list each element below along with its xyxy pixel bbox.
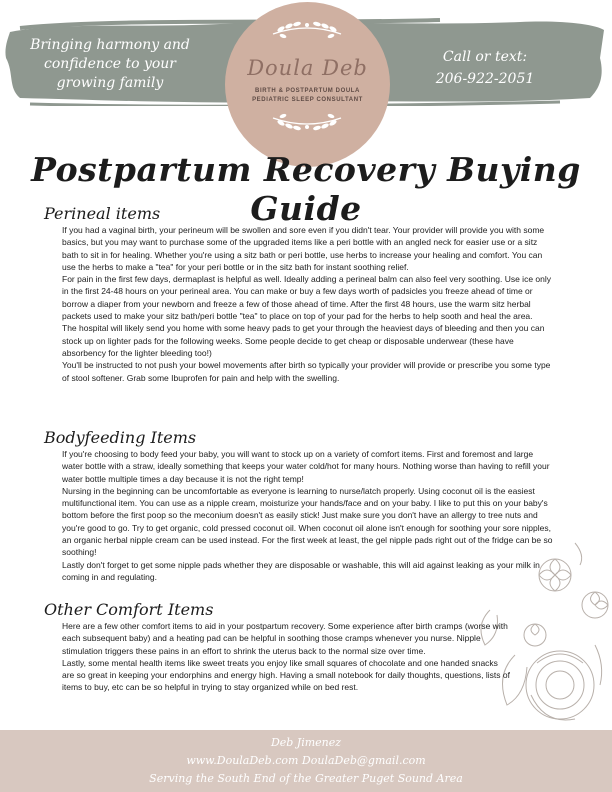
logo-subtitle: PEDIATRIC SLEEP CONSULTANT [252, 97, 363, 103]
contact-phone: 206-922-2051 [435, 71, 535, 87]
section-body-comfort [62, 620, 512, 694]
paragraph: Lastly don't forget to get some nipple pads whether they are disposable or washable, this will aid against leaking as your milk in coming in and regulating. [62, 559, 540, 582]
logo-brand: Doula Deb [247, 56, 368, 80]
logo-subtitle: BIRTH & POSTPARTUM DOULA [255, 88, 360, 94]
footer-service-area: Serving the South End of the Greater Puget Sound Area [149, 772, 463, 785]
tagline-line: Bringing harmony and [30, 37, 190, 53]
logo [225, 2, 390, 167]
contact-block [425, 46, 545, 90]
contact-label: Call or text: [442, 49, 528, 65]
paragraph: The hospital will likely send you home with some heavy pads to get your through the heaviest days of bleeding and then you can stock up on lighter pads for the following weeks. Some people decide to get cheap or disposable underwear (these have absorbency for the lighter bleeding too!) [62, 323, 545, 358]
paragraph: If you're choosing to body feed your baby, you will want to stock up on a variety of comfort items. First and foremost and large water bottle with a straw, ideally something that keeps your water cold/hot for many hours. Nothing worse than having to refill your water bottle multiple times a day because it is not the right temp! [62, 449, 550, 484]
section-title-perineal: Perineal items [44, 204, 161, 223]
footer-contact: www.DoulaDeb.com DoulaDeb@gmail.com [186, 754, 426, 767]
laurel-top-icon [267, 16, 347, 44]
paragraph: You'll be instructed to not push your bowel movements after birth so typically your provider will provide or prescribe you some type of stool softener. Grab some Ibuprofen for pain and help with the swelling. [62, 360, 551, 383]
footer-name: Deb Jimenez [270, 736, 342, 749]
tagline [30, 36, 190, 93]
paragraph: For pain in the first few days, dermaplast is helpful as well. Ideally adding a perineal balm can also feel very soothing. Use ice only in the first 24-48 hours on your perineal area. You can make or buy a few days worth of padsicles you freeze ahead of time or borrow a diaper from your newborn and freeze a few of those ahead of time. After the first 48 hours, use the warm sitz herbal packets used to make your sitz bath/peri bottle "tea" to place on top of your pad for the herbs to help sooth and heal the area. [62, 274, 552, 322]
section-title-comfort: Other Comfort Items [44, 600, 214, 619]
footer [0, 730, 612, 792]
laurel-bottom-icon [267, 108, 347, 136]
paragraph: If you had a vaginal birth, your perineum will be swollen and sore even if you didn't tear. Your provider will provide you with some basics, but you may want to purchase some of the upgraded items like a peri bottle with an angled neck for easier use or a sitz bath to sit in for healing. Whether you're using a sitz bath or peri bottle, use herbs to increase your healing and comfort. You can use the herbs to make a "tea" for your peri bottle or in the sitz bath for instant soothing relief. [62, 225, 545, 272]
paragraph: Lastly, some mental health items like sweet treats you enjoy like small squares of chocolate and one handed snacks are so great in keeping your endorphins and energy high. Having a small notebook for daily thoughts, questions, lists of items to buy, etc can be so helpful in trying to stay organized while on bed rest. [62, 657, 510, 693]
section-body-perineal [62, 224, 554, 384]
paragraph: Nursing in the beginning can be uncomfortable as everyone is learning to nurse/latch properly. Using coconut oil is the easiest multifunctional item. You can use as a nipple cream, moisturize your hands/face and on your baby. I like to put this on your baby's bottom before the first poop so the meconium doesn't as easily stick! Just make sure you don't have an allergy to tree nuts and you're good to go. Try to get organic, cold pressed coconut oil. When coconut oil alone isn't enough for soothing your sore nipples, an organic herbal nipple cream can be used instead. For the first week at least, the gel nipple pads right out of the fridge can be so soothing! [62, 485, 553, 558]
paragraph: Here are a few other comfort items to aid in your postpartum recovery. Some experience after birth cramps (worse with each subsequent baby) and a heating pad can be helpful in soothing those cramps whenever you nurse. Nipple stimulation triggers these pains in an effort to shrink the uterus back to the normal size over time. [62, 621, 508, 656]
section-title-bodyfeeding: Bodyfeeding Items [44, 428, 197, 447]
page-title: Postpartum Recovery Buying Guide [31, 150, 581, 228]
tagline-line: growing family [56, 75, 164, 91]
tagline-line: confidence to your [43, 56, 176, 72]
